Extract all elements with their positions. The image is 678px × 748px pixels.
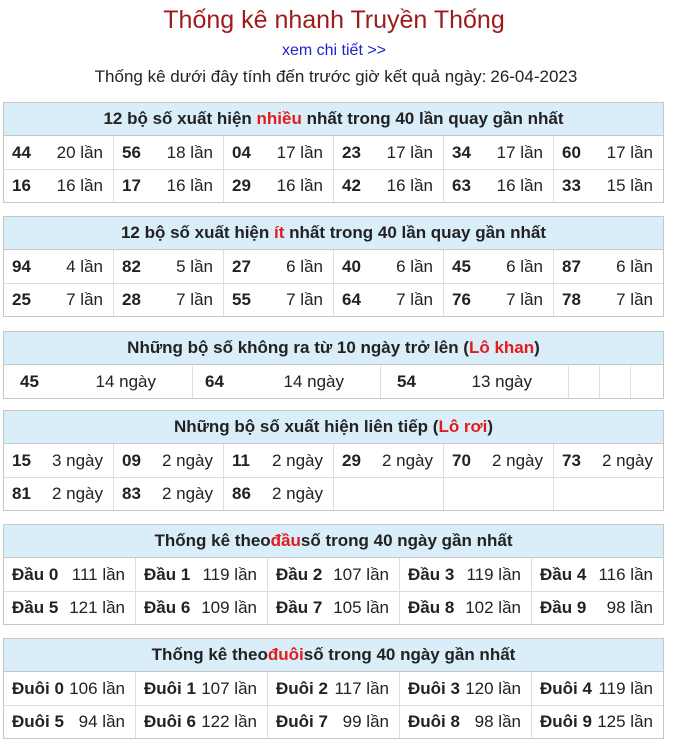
number: 64 bbox=[205, 371, 224, 391]
count: 6 lần bbox=[286, 256, 323, 276]
count: 14 ngày bbox=[283, 371, 344, 391]
number: 60 bbox=[562, 142, 581, 162]
heading-text: nhất trong 40 lần quay gần nhất bbox=[306, 109, 564, 128]
count: 109 lần bbox=[201, 598, 257, 617]
label: Đầu 2 bbox=[276, 564, 323, 584]
number: 15 bbox=[12, 450, 31, 470]
label: Đầu 5 bbox=[12, 598, 59, 617]
stat-cell bbox=[333, 444, 443, 477]
count: 17 lần bbox=[496, 142, 543, 162]
label: Đầu 7 bbox=[276, 598, 323, 617]
label: Đuôi 0 bbox=[12, 678, 64, 698]
table-row bbox=[4, 558, 663, 591]
count: 7 lần bbox=[176, 290, 213, 309]
stat-cell bbox=[333, 170, 443, 202]
count: 2 ngày bbox=[601, 450, 653, 470]
stat-cell bbox=[267, 592, 399, 624]
number: 16 bbox=[12, 176, 31, 195]
count: 98 lần bbox=[606, 598, 653, 617]
label: Đuôi 4 bbox=[540, 678, 592, 698]
stat-cell bbox=[113, 478, 223, 510]
count: 20 lần bbox=[56, 142, 103, 162]
number: 73 bbox=[562, 450, 581, 470]
count: 119 lần bbox=[202, 564, 257, 584]
stat-cell bbox=[113, 170, 223, 202]
count: 17 lần bbox=[386, 142, 433, 162]
stat-cell bbox=[223, 136, 333, 169]
stat-cell bbox=[443, 284, 553, 316]
number: 56 bbox=[122, 142, 141, 162]
count: 7 lần bbox=[66, 290, 103, 309]
count: 3 ngày bbox=[51, 450, 103, 470]
label: Đầu 8 bbox=[408, 598, 455, 617]
stat-cell bbox=[4, 444, 113, 477]
count: 17 lần bbox=[276, 142, 323, 162]
count: 111 lần bbox=[71, 564, 125, 584]
stat-cell bbox=[531, 592, 663, 624]
stat-cell bbox=[531, 706, 663, 738]
table-row bbox=[4, 250, 663, 283]
count: 4 lần bbox=[66, 256, 103, 276]
count: 7 lần bbox=[286, 290, 323, 309]
label: Đầu 1 bbox=[144, 564, 191, 584]
count: 98 lần bbox=[474, 712, 521, 731]
stat-cell bbox=[443, 136, 553, 169]
empty-cell bbox=[443, 478, 553, 510]
count: 120 lần bbox=[465, 678, 521, 698]
number: 44 bbox=[12, 142, 31, 162]
heading-text: ) bbox=[534, 338, 540, 357]
table-row bbox=[4, 136, 663, 169]
label: Đầu 9 bbox=[540, 598, 587, 617]
lo-roi-table bbox=[3, 410, 664, 511]
number: 76 bbox=[452, 290, 471, 309]
count: 116 lần bbox=[598, 564, 653, 584]
number: 25 bbox=[12, 290, 31, 309]
count: 2 ngày bbox=[381, 450, 433, 470]
heading-highlight: đầu bbox=[270, 531, 301, 550]
count: 16 lần bbox=[276, 176, 323, 195]
number: 45 bbox=[20, 371, 39, 391]
number: 94 bbox=[12, 256, 31, 276]
stat-cell bbox=[135, 706, 267, 738]
count: 119 lần bbox=[598, 678, 653, 698]
label: Đuôi 6 bbox=[144, 712, 196, 731]
heading-highlight: Lô khan bbox=[468, 338, 535, 357]
stat-cell bbox=[553, 170, 663, 202]
count: 99 lần bbox=[342, 712, 389, 731]
stat-cell bbox=[4, 284, 113, 316]
label: Đuôi 5 bbox=[12, 712, 64, 731]
number: 40 bbox=[342, 256, 361, 276]
heading-highlight: ít bbox=[274, 223, 285, 242]
stat-cell bbox=[267, 706, 399, 738]
heading-text: số trong 40 ngày gần nhất bbox=[300, 531, 513, 550]
number: 28 bbox=[122, 290, 141, 309]
count: 107 lần bbox=[333, 564, 389, 584]
count: 121 lần bbox=[69, 598, 125, 617]
count: 7 lần bbox=[396, 290, 433, 309]
label: Đuôi 7 bbox=[276, 712, 328, 731]
number: 27 bbox=[232, 256, 251, 276]
number: 64 bbox=[342, 290, 361, 309]
count: 105 lần bbox=[333, 598, 389, 617]
dau-heading bbox=[4, 525, 663, 558]
heading-text: 12 bộ số xuất hiện bbox=[103, 109, 252, 128]
stat-cell bbox=[4, 170, 113, 202]
count: 6 lần bbox=[616, 256, 653, 276]
table-row bbox=[4, 283, 663, 316]
label: Đầu 6 bbox=[144, 598, 191, 617]
count: 18 lần bbox=[166, 142, 213, 162]
label: Đầu 3 bbox=[408, 564, 455, 584]
stat-cell bbox=[443, 250, 553, 283]
count: 102 lần bbox=[465, 598, 521, 617]
stat-cell bbox=[113, 284, 223, 316]
stat-cell bbox=[553, 250, 663, 283]
count: 125 lần bbox=[597, 712, 653, 731]
stat-cell bbox=[333, 284, 443, 316]
count: 2 ngày bbox=[491, 450, 543, 470]
subtitle-date: 26-04-2023 bbox=[490, 67, 578, 86]
count: 15 lần bbox=[606, 176, 653, 195]
table-row bbox=[4, 365, 663, 398]
duoi-table bbox=[3, 638, 664, 739]
count: 16 lần bbox=[496, 176, 543, 195]
number: 34 bbox=[452, 142, 471, 162]
count: 2 ngày bbox=[271, 484, 323, 503]
number: 45 bbox=[452, 256, 471, 276]
count: 13 ngày bbox=[471, 371, 532, 391]
count: 6 lần bbox=[396, 256, 433, 276]
stat-cell bbox=[443, 444, 553, 477]
label: Đầu 4 bbox=[540, 564, 587, 584]
stat-cell bbox=[553, 444, 663, 477]
count: 119 lần bbox=[466, 564, 521, 584]
count: 94 lần bbox=[78, 712, 125, 731]
number: 82 bbox=[122, 256, 141, 276]
empty-cell bbox=[333, 478, 443, 510]
heading-highlight: đuôi bbox=[267, 645, 304, 664]
stat-cell bbox=[333, 136, 443, 169]
stat-cell bbox=[223, 170, 333, 202]
heading-text: Những bộ số không ra từ 10 ngày trở lên ( bbox=[127, 338, 469, 357]
stat-cell bbox=[192, 365, 380, 398]
label: Đuôi 8 bbox=[408, 712, 460, 731]
stat-cell bbox=[4, 136, 113, 169]
number: 04 bbox=[232, 142, 251, 162]
stat-cell bbox=[4, 706, 135, 738]
lo-khan-heading bbox=[4, 332, 663, 365]
label: Đuôi 3 bbox=[408, 678, 460, 698]
number: 33 bbox=[562, 176, 581, 195]
most-frequent-table bbox=[3, 102, 664, 203]
heading-highlight: nhiều bbox=[256, 109, 302, 128]
number: 83 bbox=[122, 484, 141, 503]
heading-highlight: Lô rơi bbox=[438, 417, 488, 436]
stat-cell bbox=[4, 592, 135, 624]
number: 70 bbox=[452, 450, 471, 470]
count: 117 lần bbox=[334, 678, 389, 698]
stat-cell bbox=[135, 558, 267, 591]
most-frequent-heading bbox=[4, 103, 663, 136]
count: 122 lần bbox=[201, 712, 257, 731]
label: Đuôi 1 bbox=[144, 678, 196, 698]
duoi-heading bbox=[4, 639, 663, 672]
number: 78 bbox=[562, 290, 581, 309]
heading-text: Những bộ số xuất hiện liên tiếp ( bbox=[173, 417, 439, 436]
subtitle-text: Thống kê dưới đây tính đến trước giờ kết quả ngày: bbox=[94, 67, 487, 86]
number: 86 bbox=[232, 484, 251, 503]
stat-cell bbox=[4, 478, 113, 510]
lo-roi-heading bbox=[4, 411, 663, 444]
stat-cell bbox=[531, 558, 663, 591]
number: 29 bbox=[232, 176, 251, 195]
stat-cell bbox=[399, 592, 531, 624]
stat-cell bbox=[4, 250, 113, 283]
stat-cell bbox=[380, 365, 568, 398]
count: 16 lần bbox=[56, 176, 103, 195]
count: 16 lần bbox=[166, 176, 213, 195]
table-row bbox=[4, 477, 663, 510]
number: 11 bbox=[232, 450, 250, 470]
lo-khan-table bbox=[3, 331, 664, 399]
number: 54 bbox=[397, 371, 416, 391]
number: 17 bbox=[122, 176, 141, 195]
table-row bbox=[4, 672, 663, 705]
count: 7 lần bbox=[616, 290, 653, 309]
heading-text: Thống kê theo bbox=[154, 531, 271, 550]
count: 2 ngày bbox=[51, 484, 103, 503]
count: 7 lần bbox=[506, 290, 543, 309]
label: Đuôi 9 bbox=[540, 712, 592, 731]
heading-text: 12 bộ số xuất hiện bbox=[120, 223, 270, 242]
stat-cell bbox=[113, 444, 223, 477]
count: 106 lần bbox=[69, 678, 125, 698]
number: 55 bbox=[232, 290, 251, 309]
count: 5 lần bbox=[176, 256, 213, 276]
stat-cell bbox=[113, 136, 223, 169]
view-details-link[interactable]: xem chi tiết >> bbox=[281, 42, 387, 59]
stat-cell bbox=[399, 706, 531, 738]
heading-text: ) bbox=[487, 417, 494, 436]
subtitle bbox=[0, 67, 668, 87]
label: Đuôi 2 bbox=[276, 678, 328, 698]
stat-cell bbox=[399, 558, 531, 591]
number: 23 bbox=[342, 142, 361, 162]
empty-cell bbox=[599, 365, 630, 398]
heading-text: nhất trong 40 lần quay gần nhất bbox=[289, 223, 547, 242]
stat-cell bbox=[553, 284, 663, 316]
stat-cell bbox=[4, 365, 192, 398]
stat-cell bbox=[223, 478, 333, 510]
stat-cell bbox=[223, 284, 333, 316]
page-title: Thống kê nhanh Truyền Thống bbox=[163, 6, 505, 34]
heading-text: Thống kê theo bbox=[151, 645, 268, 664]
empty-cell bbox=[630, 365, 661, 398]
least-frequent-heading bbox=[4, 217, 663, 250]
dau-table bbox=[3, 524, 664, 625]
stat-cell bbox=[4, 558, 135, 591]
empty-cell bbox=[553, 478, 663, 510]
stat-cell bbox=[267, 672, 399, 705]
stat-cell bbox=[223, 250, 333, 283]
count: 16 lần bbox=[386, 176, 433, 195]
label: Đầu 0 bbox=[12, 564, 59, 584]
stat-cell bbox=[223, 444, 333, 477]
number: 09 bbox=[122, 450, 141, 470]
stat-cell bbox=[135, 672, 267, 705]
stat-cell bbox=[4, 672, 135, 705]
count: 17 lần bbox=[606, 142, 653, 162]
stat-cell bbox=[443, 170, 553, 202]
count: 2 ngày bbox=[271, 450, 323, 470]
least-frequent-table bbox=[3, 216, 664, 317]
number: 42 bbox=[342, 176, 361, 195]
stat-cell bbox=[399, 672, 531, 705]
table-row bbox=[4, 705, 663, 738]
number: 29 bbox=[342, 450, 361, 470]
count: 107 lần bbox=[201, 678, 257, 698]
number: 81 bbox=[12, 484, 31, 503]
stat-cell bbox=[113, 250, 223, 283]
stat-cell bbox=[531, 672, 663, 705]
empty-cell bbox=[568, 365, 599, 398]
count: 2 ngày bbox=[161, 450, 213, 470]
stat-cell bbox=[135, 592, 267, 624]
count: 14 ngày bbox=[95, 371, 156, 391]
stat-cell bbox=[553, 136, 663, 169]
stat-cell bbox=[333, 250, 443, 283]
count: 2 ngày bbox=[161, 484, 213, 503]
heading-text: số trong 40 ngày gần nhất bbox=[303, 645, 516, 664]
table-row bbox=[4, 591, 663, 624]
stat-cell bbox=[267, 558, 399, 591]
count: 6 lần bbox=[506, 256, 543, 276]
number: 87 bbox=[562, 256, 581, 276]
number: 63 bbox=[452, 176, 471, 195]
table-row bbox=[4, 169, 663, 202]
table-row bbox=[4, 444, 663, 477]
